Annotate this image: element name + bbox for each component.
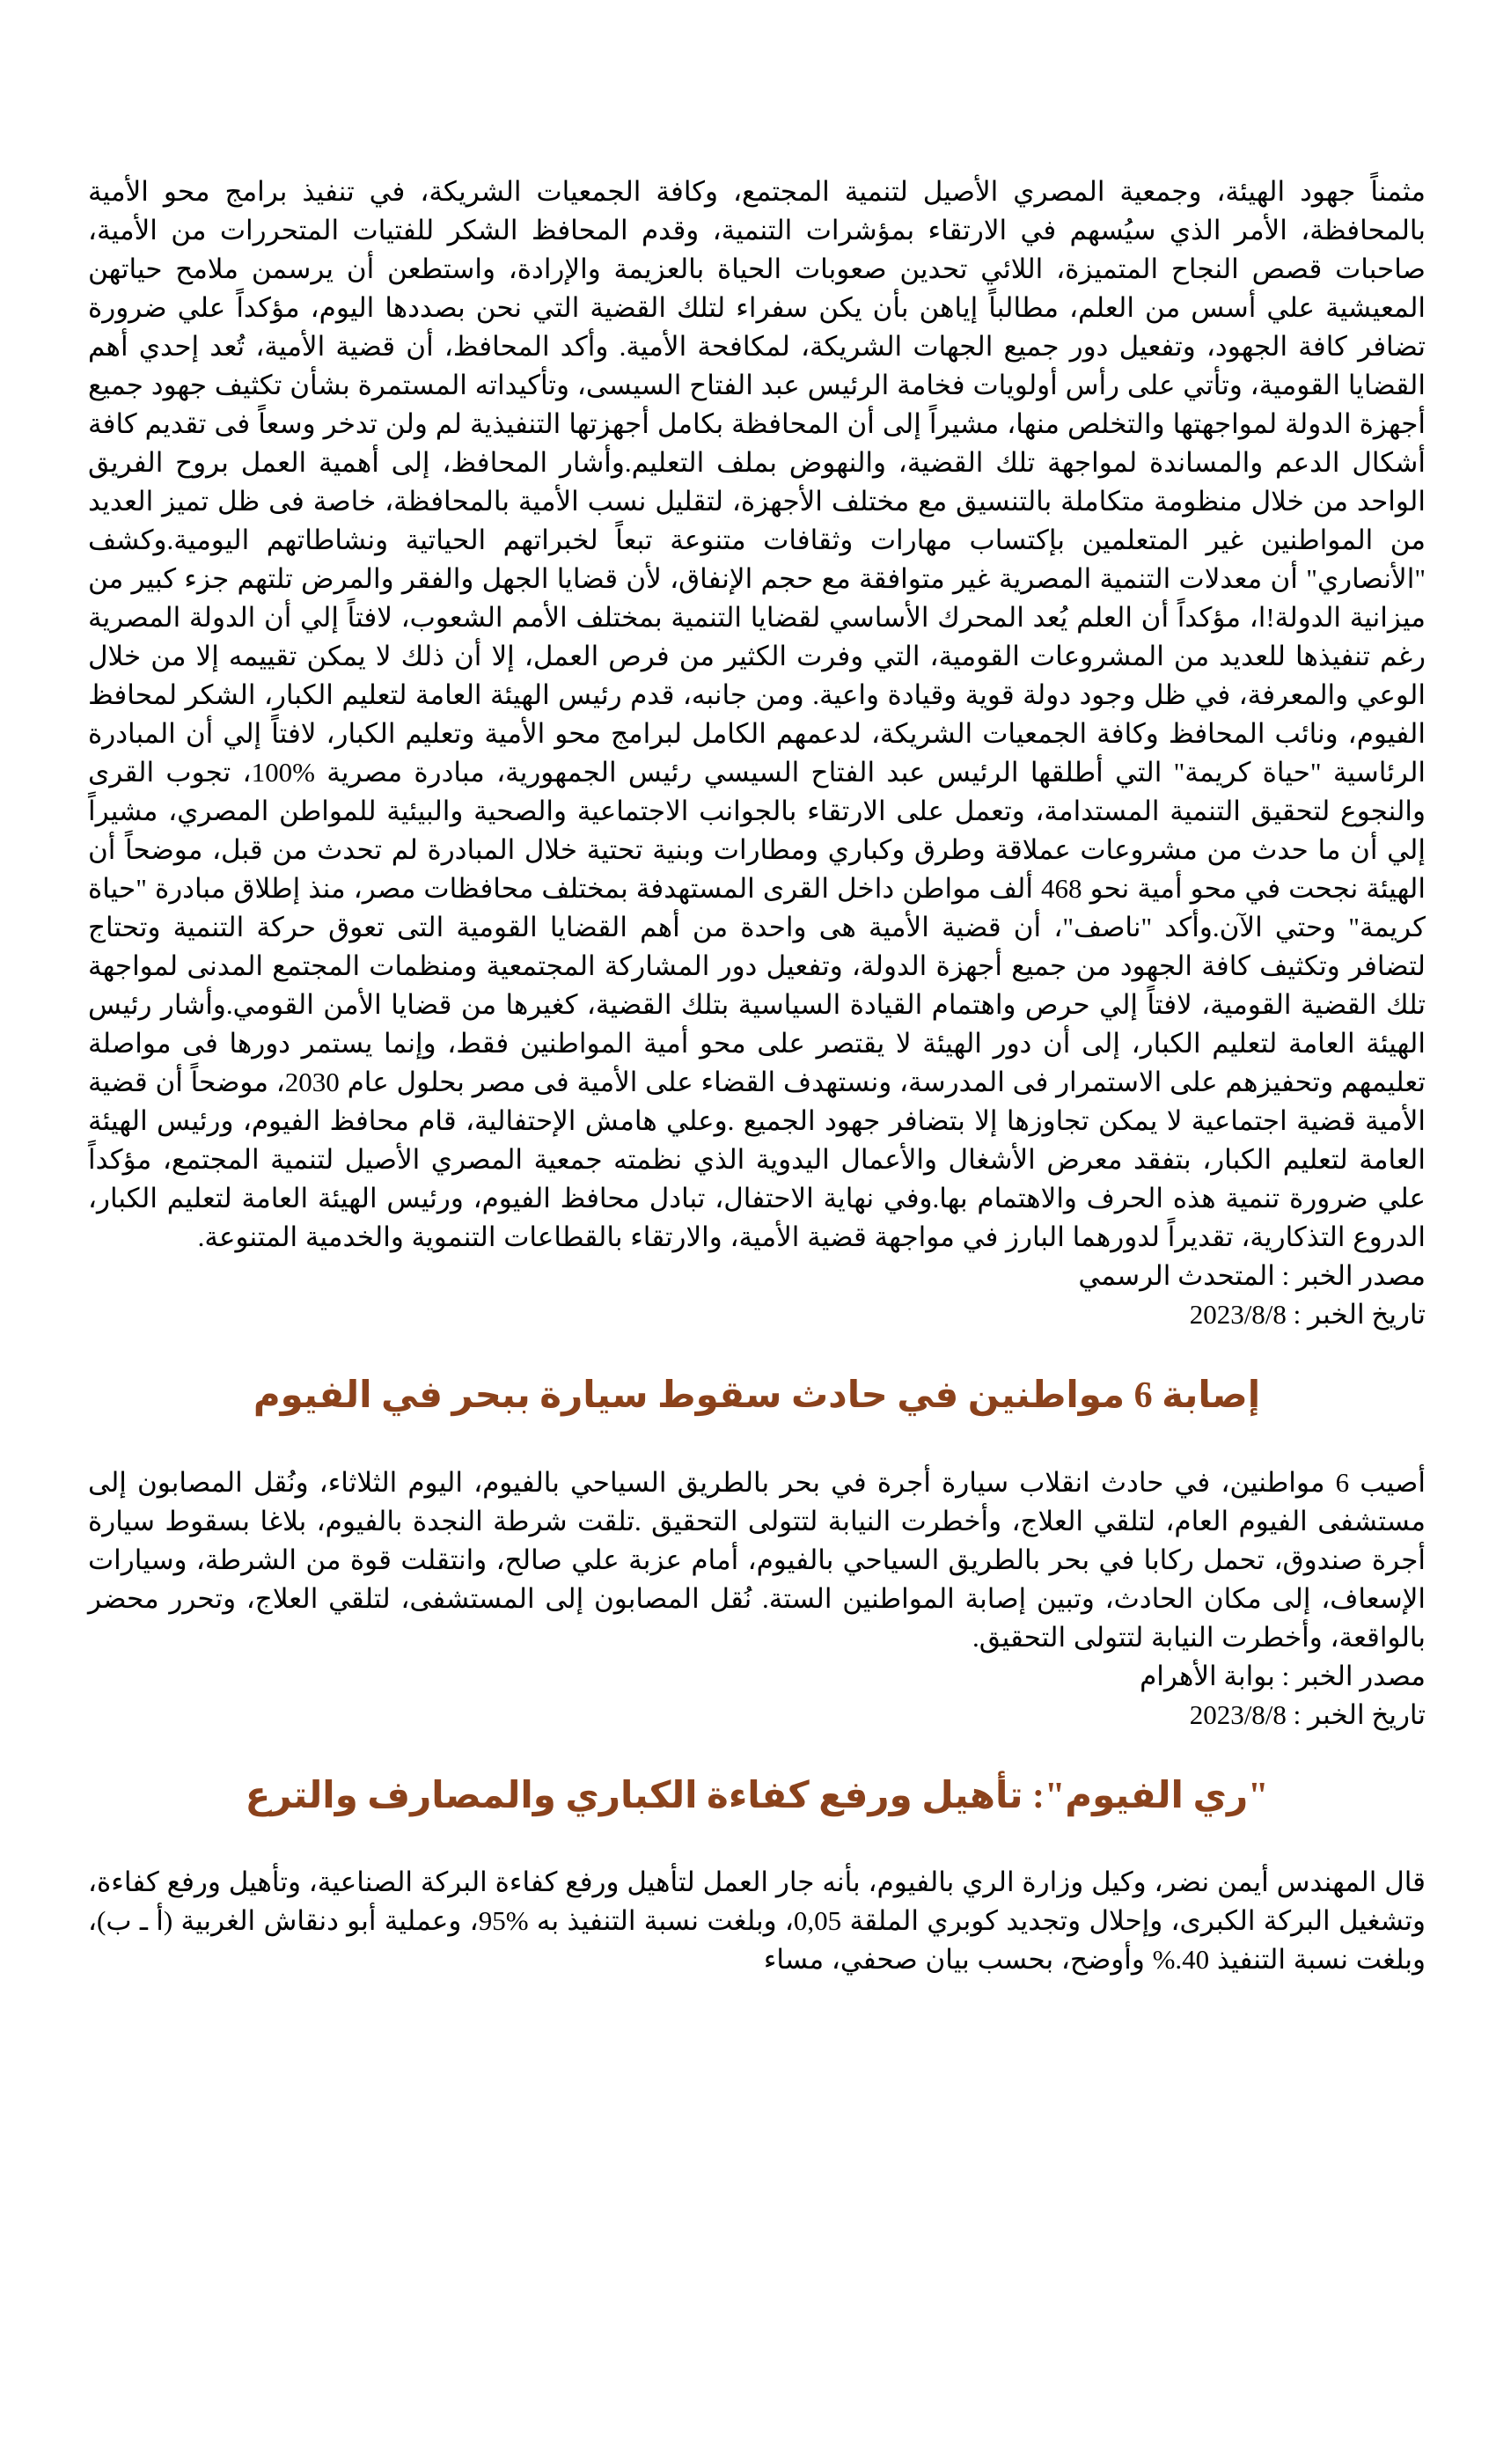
document-content — [88, 0, 1426, 1979]
article-adult-education — [88, 172, 1426, 1334]
article-body: مثمناً جهود الهيئة، وجمعية المصري الأصيل لتنمية المجتمع، وكافة الجمعيات الشريكة، في تنفيذ برامج محو الأمية بالمحافظة، الأمر الذي سيُسهم في الارتقاء بمؤشرات التنمية، وقدم المحافظ الشكر للفتيات المتحررات من الأمية، صاحبات قصص النجاح المتميزة، اللائي تحدين صعوبات الحياة بالعزيمة والإرادة، واستطعن أن يرسمن ملامح حياتهن المعيشية علي أسس من العلم، مطالباً إياهن بأن يكن سفراء لتلك القضية التي نحن بصددها اليوم، مؤكداً علي ضرورة تضافر كافة الجهود، وتفعيل دور جميع الجهات الشريكة، لمكافحة الأمية. وأكد المحافظ، أن قضية الأمية، تُعد إحدي أهم القضايا القومية، وتأتي على رأس أولويات فخامة الرئيس عبد الفتاح السيسى، وتأكيداته المستمرة بشأن تكثيف جهود جميع أجهزة الدولة لمواجهتها والتخلص منها، مشيراً إلى أن المحافظة بكامل أجهزتها التنفيذية لم ولن تدخر وسعاً فى تقديم كافة أشكال الدعم والمساندة لمواجهة تلك القضية، والنهوض بملف التعليم.وأشار المحافظ، إلى أهمية العمل بروح الفريق الواحد من خلال منظومة متكاملة بالتنسيق مع مختلف الأجهزة، لتقليل نسب الأمية بالمحافظة، خاصة فى ظل تميز العديد من المواطنين غير المتعلمين بإكتساب مهارات وثقافات متنوعة تبعاً لخبراتهم الحياتية ونشاطاتهم اليومية.وكشف "الأنصاري" أن معدلات التنمية المصرية غير متوافقة مع حجم الإنفاق، لأن قضايا الجهل والفقر والمرض تلتهم جزء كبير من ميزانية الدولة!ا، مؤكداً أن العلم يُعد المحرك الأساسي لقضايا التنمية بمختلف الأمم الشعوب، لافتاً إلي أن الدولة المصرية رغم تنفيذها للعديد من المشروعات القومية، التي وفرت الكثير من فرص العمل، إلا أن ذلك لا يمكن تقييمه إلا من خلال الوعي والمعرفة، في ظل وجود دولة قوية وقيادة واعية. ومن جانبه، قدم رئيس الهيئة العامة لتعليم الكبار، الشكر لمحافظ الفيوم، ونائب المحافظ وكافة الجمعيات الشريكة، لدعمهم الكامل لبرامج محو الأمية وتعليم الكبار، لافتاً إلي أن المبادرة الرئاسية "حياة كريمة" التي أطلقها الرئيس عبد الفتاح السيسي رئيس الجمهورية، مبادرة مصرية %100، تجوب القرى والنجوع لتحقيق التنمية المستدامة، وتعمل على الارتقاء بالجوانب الاجتماعية والصحية والبيئية للمواطن المصري، مشيراً إلي أن ما حدث من مشروعات عملاقة وطرق وكباري ومطارات وبنية تحتية خلال المبادرة لم تحدث من قبل، موضحاً أن الهيئة نجحت في محو أمية نحو 468 ألف مواطن داخل القرى المستهدفة بمختلف محافظات مصر، منذ إطلاق مبادرة "حياة كريمة" وحتي الآن.وأكد "ناصف"، أن قضية الأمية هى واحدة من أهم القضايا القومية التى تعوق حركة التنمية وتحتاج لتضافر وتكثيف كافة الجهود من جميع أجهزة الدولة، وتفعيل دور المشاركة المجتمعية ومنظمات المجتمع المدنى لمواجهة تلك القضية القومية، لافتاً إلي حرص واهتمام القيادة السياسية بتلك القضية، كغيرها من قضايا الأمن القومي.وأشار رئيس الهيئة العامة لتعليم الكبار، إلى أن دور الهيئة لا يقتصر على محو أمية المواطنين فقط، وإنما يستمر دورها فى مواصلة تعليمهم وتحفيزهم على الاستمرار فى المدرسة، ونستهدف القضاء على الأمية فى مصر بحلول عام 2030، موضحاً أن قضية الأمية قضية اجتماعية لا يمكن تجاوزها إلا بتضافر جهود الجميع .وعلي هامش الإحتفالية، قام محافظ الفيوم، ورئيس الهيئة العامة لتعليم الكبار، بتفقد معرض الأشغال والأعمال اليدوية الذي نظمته جمعية المصري الأصيل لتنمية المجتمع، مؤكداً علي ضرورة تنمية هذه الحرف والاهتمام بها.وفي نهاية الاحتفال، تبادل محافظ الفيوم، ورئيس الهيئة العامة لتعليم الكبار، الدروع التذكارية، تقديراً لدورهما البارز في مواجهة قضية الأمية، والارتقاء بالقطاعات التنموية والخدمية المتنوعة. — [88, 176, 1426, 1252]
article-car-accident — [88, 1371, 1426, 1734]
article-headline: "ري الفيوم": تأهيل ورفع كفاءة الكباري والمصارف والترع — [245, 1775, 1269, 1816]
article-body: قال المهندس أيمن نضر، وكيل وزارة الري بالفيوم، بأنه جار العمل لتأهيل ورفع كفاءة البركة الصناعية، وتأهيل ورفع كفاءة، وتشغيل البركة الكبرى، وإحلال وتجديد كوبري الملقة 0,05، وبلغت نسبة التنفيذ به %95، وعملية أبو دنقاش الغربية (أ ـ ب)، وبلغت نسبة التنفيذ 40.% وأوضح، بحسب بيان صحفي، مساء — [88, 1866, 1426, 1976]
article-body: أصيب 6 مواطنين، في حادث انقلاب سيارة أجرة في بحر بالطريق السياحي بالفيوم، اليوم الثلاثاء، ونُقل المصابون إلى مستشفى الفيوم العام، لتلقي العلاج، وأخطرت النيابة لتتولى التحقيق .تلقت شرطة النجدة بالفيوم، بلاغا بسقوط سيارة أجرة صندوق، تحمل ركابا في بحر بالطريق السياحي بالفيوم، أمام عزبة علي صالح، وانتقلت قوة من الشرطة، وسيارات الإسعاف، إلى مكان الحادث، وتبين إصابة المواطنين الستة. نُقل المصابون إلى المستشفى، لتلقي العلاج، وتحرر محضر بالواقعة، وأخطرت النيابة لتتولى التحقيق. — [88, 1466, 1426, 1653]
news-date-line: تاريخ الخبر : 2023/8/8 — [1189, 1299, 1426, 1330]
news-source-line: مصدر الخبر : المتحدث الرسمي — [1078, 1260, 1426, 1291]
article-headline: إصابة 6 مواطنين في حادث سقوط سيارة ببحر في الفيوم — [253, 1375, 1261, 1416]
news-source-line: مصدر الخبر : بوابة الأهرام — [1140, 1660, 1426, 1691]
news-date-line: تاريخ الخبر : 2023/8/8 — [1189, 1698, 1426, 1730]
article-irrigation — [88, 1771, 1426, 1980]
